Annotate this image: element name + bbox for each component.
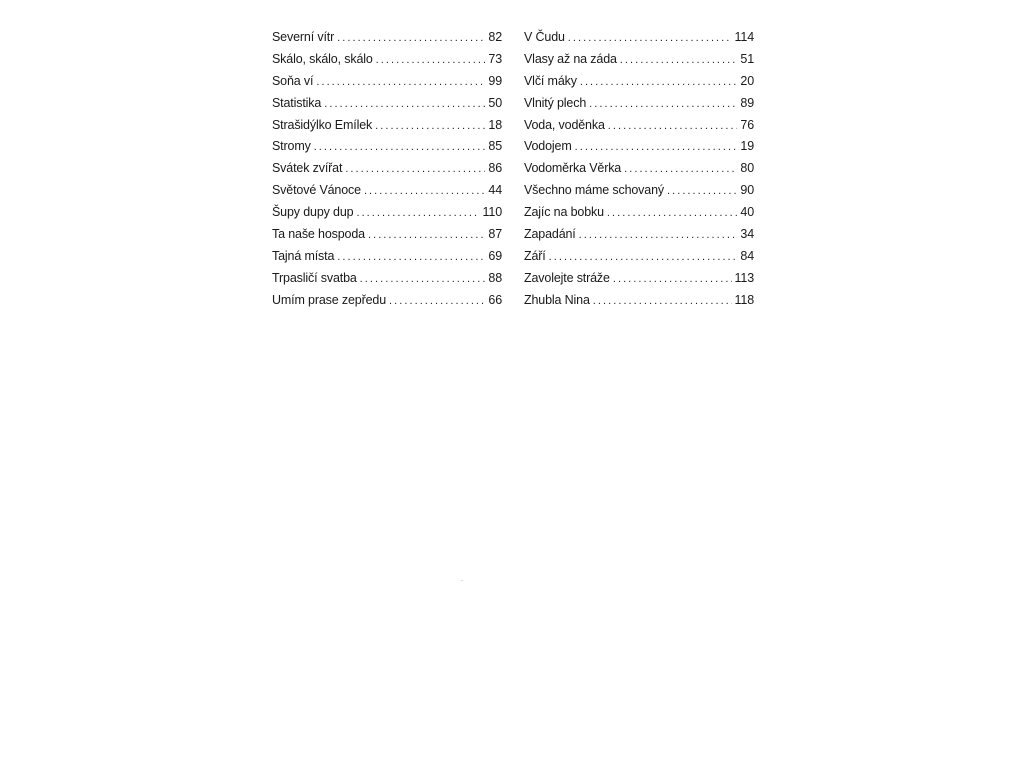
dot-leader xyxy=(575,137,738,158)
toc-entry-page: 80 xyxy=(740,161,754,176)
toc-entry xyxy=(272,268,502,290)
toc-entry-page: 19 xyxy=(740,139,754,154)
dot-leader xyxy=(345,159,485,180)
dot-leader xyxy=(624,159,737,180)
toc-entry xyxy=(524,136,754,158)
toc-entry-page: 51 xyxy=(740,51,754,66)
toc-entry-page: 34 xyxy=(740,227,754,242)
toc-entry-page: 85 xyxy=(488,139,502,154)
toc-entry xyxy=(272,136,502,158)
toc-entry-page: 76 xyxy=(740,117,754,132)
toc-entry xyxy=(272,71,502,93)
toc-entry-title: Umím prase zepředu xyxy=(272,292,387,307)
dot-leader xyxy=(337,28,485,49)
toc-entry-title: Svátek zvířat xyxy=(272,161,343,176)
toc-entry xyxy=(524,71,754,93)
toc-entry-title: Skálo, skálo, skálo xyxy=(272,51,373,66)
toc-entry xyxy=(524,93,754,115)
toc-entry xyxy=(272,180,502,202)
toc-entry-title: Severní vítr xyxy=(272,30,335,44)
toc-entry-title: V Čudu xyxy=(524,30,565,44)
toc-right-column xyxy=(524,27,754,312)
toc-entry-title: Stromy xyxy=(272,139,311,154)
dot-leader xyxy=(324,94,485,115)
dot-leader xyxy=(607,203,737,224)
dot-leader xyxy=(337,247,485,268)
toc-entry xyxy=(524,27,754,49)
toc-entry-title: Vodoměrka Věrka xyxy=(524,161,622,176)
dot-leader xyxy=(580,72,738,93)
toc-entry-title: Vlčí máky xyxy=(524,73,577,88)
dot-leader xyxy=(389,291,485,312)
dot-leader xyxy=(613,269,732,290)
toc-entry-title: Ta naše hospoda xyxy=(272,227,365,242)
dot-leader xyxy=(368,225,485,246)
dot-leader xyxy=(667,181,737,202)
toc-entry-title: Všechno máme schovaný xyxy=(524,183,664,198)
toc-entry xyxy=(272,246,502,268)
toc-entry-title: Vlnitý plech xyxy=(524,95,587,110)
dot-leader xyxy=(589,94,737,115)
dot-leader xyxy=(360,269,486,290)
toc-entry-page: 40 xyxy=(740,205,754,220)
toc-entry-page: 44 xyxy=(488,183,502,198)
toc-entry-title: Zavolejte stráže xyxy=(524,270,610,285)
toc-entry-page: 18 xyxy=(488,117,502,132)
toc-entry-title: Soňa ví xyxy=(272,73,314,88)
dot-leader xyxy=(375,116,485,137)
toc-entry-page: 82 xyxy=(488,30,502,44)
toc-entry xyxy=(272,93,502,115)
toc-entry xyxy=(524,180,754,202)
toc-entry xyxy=(524,290,754,312)
toc-entry-page: 118 xyxy=(734,292,754,307)
toc-entry-page: 69 xyxy=(488,248,502,263)
toc-entry-page: 73 xyxy=(488,51,502,66)
toc-entry-title: Zhubla Nina xyxy=(524,292,590,307)
toc-entry-page: 86 xyxy=(488,161,502,176)
toc-entry xyxy=(524,268,754,290)
toc-entry-page: 99 xyxy=(488,73,502,88)
toc-entry-title: Světové Vánoce xyxy=(272,183,361,198)
toc-entry xyxy=(272,49,502,71)
toc-entry-page: 89 xyxy=(740,95,754,110)
toc-entry-title: Statistika xyxy=(272,95,322,110)
toc-entry-page: 113 xyxy=(734,270,754,285)
toc-entry xyxy=(272,224,502,246)
dot-leader xyxy=(314,137,486,158)
toc-entry xyxy=(524,202,754,224)
toc-entry xyxy=(272,27,502,49)
toc-entry xyxy=(524,224,754,246)
toc-entry-page: 20 xyxy=(740,73,754,88)
dot-leader xyxy=(316,72,485,93)
dot-leader xyxy=(579,225,738,246)
toc-entry-page: 87 xyxy=(488,227,502,242)
toc-entry-page: 66 xyxy=(488,292,502,307)
dot-leader xyxy=(608,116,738,137)
toc-entry-title: Trpasličí svatba xyxy=(272,270,357,285)
toc-entry-page: 50 xyxy=(488,95,502,110)
toc-entry xyxy=(272,202,502,224)
toc-entry-title: Šupy dupy dup xyxy=(272,205,354,220)
toc-entry xyxy=(524,49,754,71)
toc-entry-title: Září xyxy=(524,248,546,263)
dot-leader xyxy=(620,50,738,71)
toc-entry-title: Strašidýlko Emílek xyxy=(272,117,373,132)
dot-leader xyxy=(356,203,479,224)
toc-entry-page: 110 xyxy=(482,205,502,220)
toc-left-column xyxy=(272,27,502,312)
toc-entry-title: Tajná místa xyxy=(272,248,335,263)
toc-entry-title: Zapadání xyxy=(524,227,576,242)
dot-leader xyxy=(593,291,732,312)
toc-entry-page: 88 xyxy=(488,270,502,285)
dot-leader xyxy=(364,181,485,202)
toc-entry xyxy=(524,158,754,180)
dot-leader xyxy=(568,28,732,49)
dot-leader xyxy=(549,247,738,268)
toc-entry xyxy=(272,115,502,137)
toc-entry-title: Voda, voděnka xyxy=(524,117,605,132)
scan-speck xyxy=(461,580,463,581)
toc-entry xyxy=(272,290,502,312)
toc-entry-page: 114 xyxy=(734,30,754,44)
toc-entry-title: Vodojem xyxy=(524,139,572,154)
toc-entry xyxy=(524,115,754,137)
toc-entry-title: Zajíc na bobku xyxy=(524,205,604,220)
toc-entry xyxy=(272,158,502,180)
dot-leader xyxy=(376,50,486,71)
table-of-contents xyxy=(272,27,754,312)
toc-entry-title: Vlasy až na záda xyxy=(524,51,617,66)
toc-entry-page: 84 xyxy=(740,248,754,263)
toc-entry-page: 90 xyxy=(740,183,754,198)
toc-entry xyxy=(524,246,754,268)
